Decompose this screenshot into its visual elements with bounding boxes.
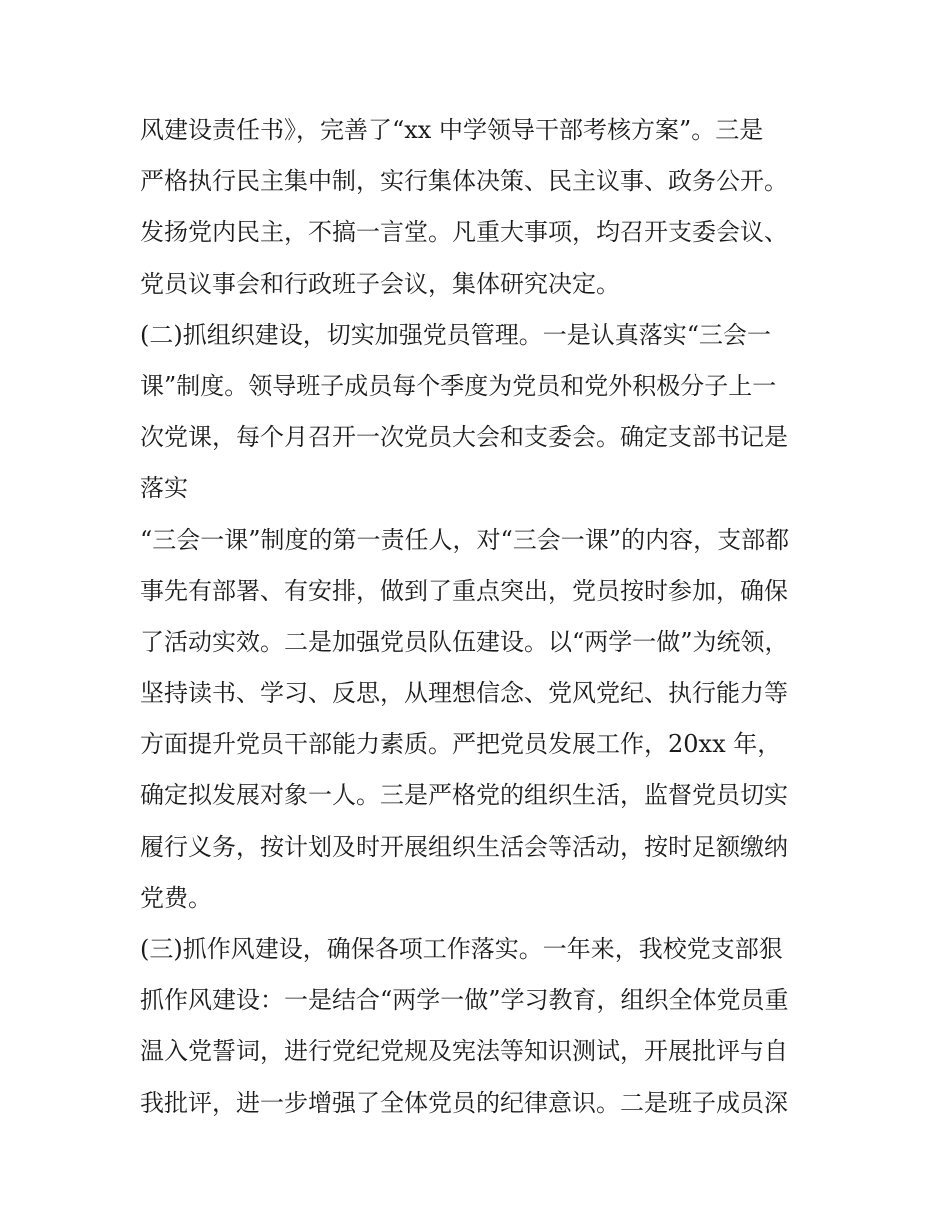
text-line: 次党课，每个月召开一次党员大会和支委会。确定支部书记是 bbox=[140, 423, 788, 452]
document-body bbox=[140, 105, 820, 1129]
text-line: 我批评，进一步增强了全体党员的纪律意识。二是班子成员深 bbox=[140, 1088, 788, 1117]
text-line: 党费。 bbox=[140, 883, 212, 912]
text-line: 党员议事会和行政班子会议，集体研究决定。 bbox=[140, 269, 620, 298]
text-line: 发扬党内民主，不搞一言堂。凡重大事项，均召开支委会议、 bbox=[140, 218, 788, 247]
section-heading-line: (三)抓作风建设，确保各项工作落实。一年来，我校党支部狠 bbox=[140, 935, 783, 963]
text-line: 落实 bbox=[140, 474, 188, 503]
text-line: 确定拟发展对象一人。三是严格党的组织生活，监督党员切实 bbox=[140, 781, 788, 810]
text-line: 方面提升党员干部能力素质。严把党员发展工作，20xx 年， bbox=[140, 730, 782, 759]
text-line: 风建设责任书》，完善了“xx 中学领导干部考核方案”。三是 bbox=[140, 116, 764, 144]
text-line: 严格执行民主集中制，实行集体决策、民主议事、政务公开。 bbox=[140, 167, 788, 196]
text-line: 坚持读书、学习、反思，从理想信念、党风党纪、执行能力等 bbox=[140, 679, 788, 708]
text-line: 课”制度。领导班子成员每个季度为党员和党外积极分子上一 bbox=[140, 371, 777, 400]
text-line: 了活动实效。二是加强党员队伍建设。以“两学一做”为统领， bbox=[140, 627, 789, 656]
text-line: “三会一课”制度的第一责任人，对“三会一课”的内容，支部都 bbox=[140, 525, 790, 554]
text-line: 履行义务，按计划及时开展组织生活会等活动，按时足额缴纳 bbox=[140, 832, 788, 861]
text-line: 事先有部署、有安排，做到了重点突出，党员按时参加，确保 bbox=[140, 576, 788, 605]
text-line: 温入党誓词，进行党纪党规及宪法等知识测试，开展批评与自 bbox=[140, 1037, 788, 1066]
text-line: 抓作风建设：一是结合“两学一做”学习教育，组织全体党员重 bbox=[140, 986, 789, 1015]
section-heading-line: (二)抓组织建设，切实加强党员管理。一是认真落实“三会一 bbox=[140, 320, 771, 349]
